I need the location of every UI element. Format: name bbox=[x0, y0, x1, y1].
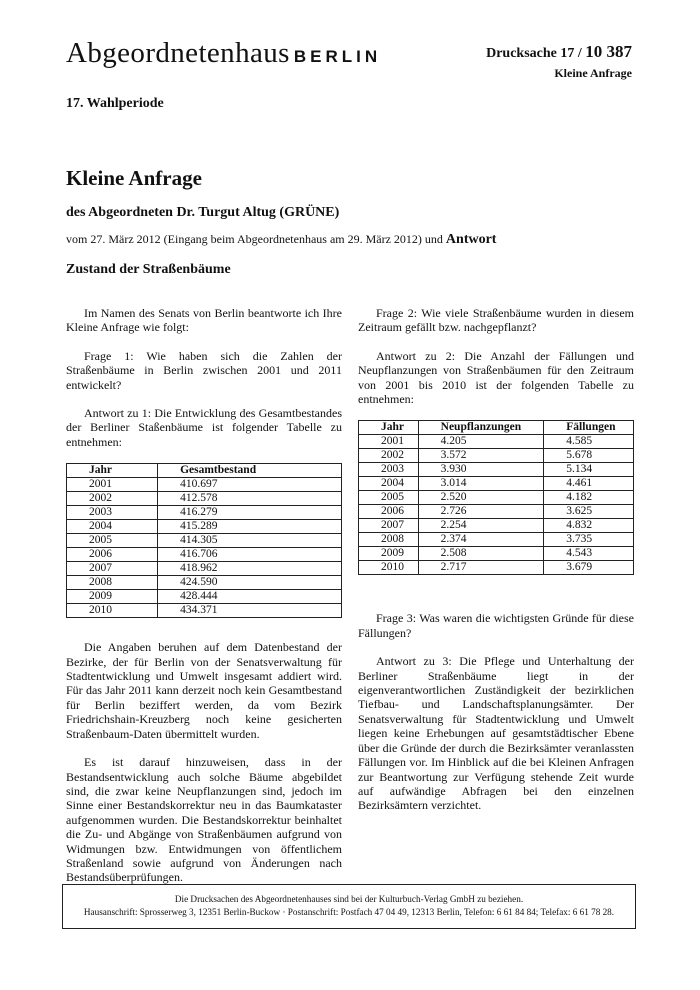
table-row bbox=[359, 561, 634, 575]
left-column bbox=[66, 306, 342, 899]
table-cell: 2008 bbox=[359, 533, 419, 547]
subject-heading: Zustand der Straßenbäume bbox=[66, 262, 231, 277]
table-cell: 3.625 bbox=[544, 505, 634, 519]
table-cell: 415.289 bbox=[158, 520, 342, 534]
table-cell: 418.962 bbox=[158, 562, 342, 576]
table-header-cell: Neupflanzungen bbox=[418, 421, 544, 435]
answer-3: Antwort zu 3: Die Pflege und Unterhaltung der Berliner Straßenbäume liegt in der eigenverantwortlichen Zuständigkeit der bezirklichen Tiefbau- und Landschaftsplanungsämter. Der Senatsverwaltung für Stadtentwicklung und Umwelt liegen keine Erhebungen auf gesamtstädtischer Ebene über die Gründe der durch die Bezirksämter veranlassten Fällungen vor. Im Hinblick auf die bei Kleinen Anfragen zur Beantwortung zur Verfügung stehende Zeit wurde auf aufwändige Abfragen bei den einzelnen Bezirksämtern verzichtet. bbox=[358, 654, 634, 813]
table-cell: 2007 bbox=[67, 562, 158, 576]
table-header-cell: Fällungen bbox=[544, 421, 634, 435]
table-body bbox=[359, 435, 634, 575]
table-cell: 2.717 bbox=[418, 561, 544, 575]
city-name: BERLIN bbox=[293, 47, 382, 66]
answer-2: Antwort zu 2: Die Anzahl der Fällungen und Neupflanzungen von Straßenbäumen für den Zeitraum von 2001 bis 2010 ist der folgenden Tabelle zu entnehmen: bbox=[358, 348, 634, 407]
author-line: des Abgeordneten Dr. Turgut Altug (GRÜNE) bbox=[66, 205, 340, 220]
table-header-cell: Jahr bbox=[67, 464, 158, 478]
page-title: Kleine Anfrage bbox=[66, 166, 202, 190]
intro-paragraph: Im Namen des Senats von Berlin beantworte ich Ihre Kleine Anfrage wie folgt: bbox=[66, 306, 342, 335]
drucksache-number bbox=[486, 42, 632, 62]
drucksache-label: Drucksache 17 / bbox=[486, 46, 582, 61]
table-cell: 412.578 bbox=[158, 492, 342, 506]
table-row bbox=[67, 562, 342, 576]
footer-line-2: Hausanschrift: Sprosserweg 3, 12351 Berlin-Buckow · Postanschrift: Postfach 47 04 49, 12313 Berlin, Telefon: 6 61 84 84; Telefax: 6 61 78 28. bbox=[83, 907, 615, 917]
table-cell: 2002 bbox=[67, 492, 158, 506]
answer-1: Antwort zu 1: Die Entwicklung des Gesamtbestandes der Berliner Staßenbäume ist folgender Tabelle zu entnehmen: bbox=[66, 406, 342, 449]
table-row bbox=[359, 477, 634, 491]
table-cell: 3.014 bbox=[418, 477, 544, 491]
drucksache-id: 10 387 bbox=[585, 42, 632, 61]
table-row bbox=[359, 449, 634, 463]
table-cell: 2009 bbox=[67, 590, 158, 604]
table-row bbox=[67, 520, 342, 534]
question-3: Frage 3: Was waren die wichtigsten Gründe für diese Fällungen? bbox=[358, 611, 634, 640]
table-cell: 416.706 bbox=[158, 548, 342, 562]
table-cell: 5.678 bbox=[544, 449, 634, 463]
table-cell: 4.585 bbox=[544, 435, 634, 449]
data-source-paragraph: Die Angaben beruhen auf dem Datenbestand der Bezirke, der für Berlin von der Senatsverwaltung für Stadtentwicklung und Umwelt insgesamt addiert wird. Für das Jahr 2011 kann derzeit noch kein Gesamtbestand für Berlin beziffert werden, da vom Bezirk Friedrichshain-Kreuzberg noch keine gesicherten Straßenbaum-Daten übermittelt wurden. bbox=[66, 640, 342, 741]
table-cell: 2.726 bbox=[418, 505, 544, 519]
question-2: Frage 2: Wie viele Straßenbäume wurden in diesem Zeitraum gefällt bzw. nachgepflanzt? bbox=[358, 306, 634, 335]
table-cell: 2006 bbox=[67, 548, 158, 562]
table-header-cell: Jahr bbox=[359, 421, 419, 435]
antwort-label: Antwort bbox=[445, 232, 497, 247]
table-cell: 3.735 bbox=[544, 533, 634, 547]
table-header-row bbox=[359, 421, 634, 435]
question-1: Frage 1: Wie haben sich die Zahlen der Straßenbäume in Berlin zwischen 2001 und 2011 entwickelt? bbox=[66, 348, 342, 392]
table-cell: 3.572 bbox=[418, 449, 544, 463]
wahlperiode: 17. Wahlperiode bbox=[66, 96, 164, 111]
table-cell: 2004 bbox=[67, 520, 158, 534]
footer-box bbox=[62, 884, 636, 929]
date-text: vom 27. März 2012 (Eingang beim Abgeordnetenhaus am 29. März 2012) und bbox=[66, 232, 443, 246]
letterhead bbox=[66, 36, 381, 74]
table-row bbox=[67, 478, 342, 492]
table-cell: 2009 bbox=[359, 547, 419, 561]
table-row bbox=[359, 547, 634, 561]
table-cell: 424.590 bbox=[158, 576, 342, 590]
right-column bbox=[358, 306, 634, 827]
table-cell: 434.371 bbox=[158, 604, 342, 618]
table-header-row bbox=[67, 464, 342, 478]
table-cell: 414.305 bbox=[158, 534, 342, 548]
table-cell: 428.444 bbox=[158, 590, 342, 604]
table-cell: 2003 bbox=[359, 463, 419, 477]
table-cell: 2.254 bbox=[418, 519, 544, 533]
table-row bbox=[359, 491, 634, 505]
date-line bbox=[66, 232, 496, 248]
table-row bbox=[359, 533, 634, 547]
table-cell: 2006 bbox=[359, 505, 419, 519]
table-cell: 2.520 bbox=[418, 491, 544, 505]
table-cell: 4.461 bbox=[544, 477, 634, 491]
table-cell: 3.679 bbox=[544, 561, 634, 575]
table-cell: 2.374 bbox=[418, 533, 544, 547]
table-faellungen bbox=[358, 420, 634, 575]
table-row bbox=[67, 534, 342, 548]
table-row bbox=[359, 435, 634, 449]
table-row bbox=[67, 506, 342, 520]
table-row bbox=[67, 548, 342, 562]
table-row bbox=[67, 576, 342, 590]
table-cell: 410.697 bbox=[158, 478, 342, 492]
table-row bbox=[359, 463, 634, 477]
table-cell: 2003 bbox=[67, 506, 158, 520]
table-row bbox=[67, 604, 342, 618]
table-cell: 2001 bbox=[67, 478, 158, 492]
table-cell: 2001 bbox=[359, 435, 419, 449]
note-paragraph: Es ist darauf hinzuweisen, dass in der Bestandsentwicklung auch solche Bäume abgebildet sind, die zwar keine Neupflanzungen sind, jedoch im Sinne einer Bestandskorrektur neu in das Baumkataster aufgenommen wurden. Die Bestandskorrektur beinhaltet die Zu- und Abgänge von Straßenbäumen aufgrund von Widmungen bzw. Entwidmungen von öffentlichem Straßenland sowie aufgrund von Änderungen nach Bestandsüberprüfungen. bbox=[66, 755, 342, 885]
table-cell: 2008 bbox=[67, 576, 158, 590]
table-cell: 2002 bbox=[359, 449, 419, 463]
table-row bbox=[67, 590, 342, 604]
table-cell: 3.930 bbox=[418, 463, 544, 477]
table-cell: 416.279 bbox=[158, 506, 342, 520]
table-cell: 2005 bbox=[359, 491, 419, 505]
table-cell: 2010 bbox=[67, 604, 158, 618]
doc-type: Kleine Anfrage bbox=[554, 66, 632, 80]
footer-line-1: Die Drucksachen des Abgeordnetenhauses sind bei der Kulturbuch-Verlag GmbH zu beziehen. bbox=[174, 894, 524, 904]
table-header-cell: Gesamtbestand bbox=[158, 464, 342, 478]
table-row bbox=[359, 505, 634, 519]
institution-name: Abgeordnetenhaus bbox=[66, 37, 290, 69]
table-cell: 2005 bbox=[67, 534, 158, 548]
table-body bbox=[67, 478, 342, 618]
table-cell: 2010 bbox=[359, 561, 419, 575]
table-cell: 4.205 bbox=[418, 435, 544, 449]
table-cell: 4.182 bbox=[544, 491, 634, 505]
table-cell: 5.134 bbox=[544, 463, 634, 477]
table-cell: 2.508 bbox=[418, 547, 544, 561]
table-gesamtbestand bbox=[66, 463, 342, 618]
table-row bbox=[67, 492, 342, 506]
table-row bbox=[359, 519, 634, 533]
table-cell: 2007 bbox=[359, 519, 419, 533]
table-cell: 4.832 bbox=[544, 519, 634, 533]
table-cell: 4.543 bbox=[544, 547, 634, 561]
table-cell: 2004 bbox=[359, 477, 419, 491]
